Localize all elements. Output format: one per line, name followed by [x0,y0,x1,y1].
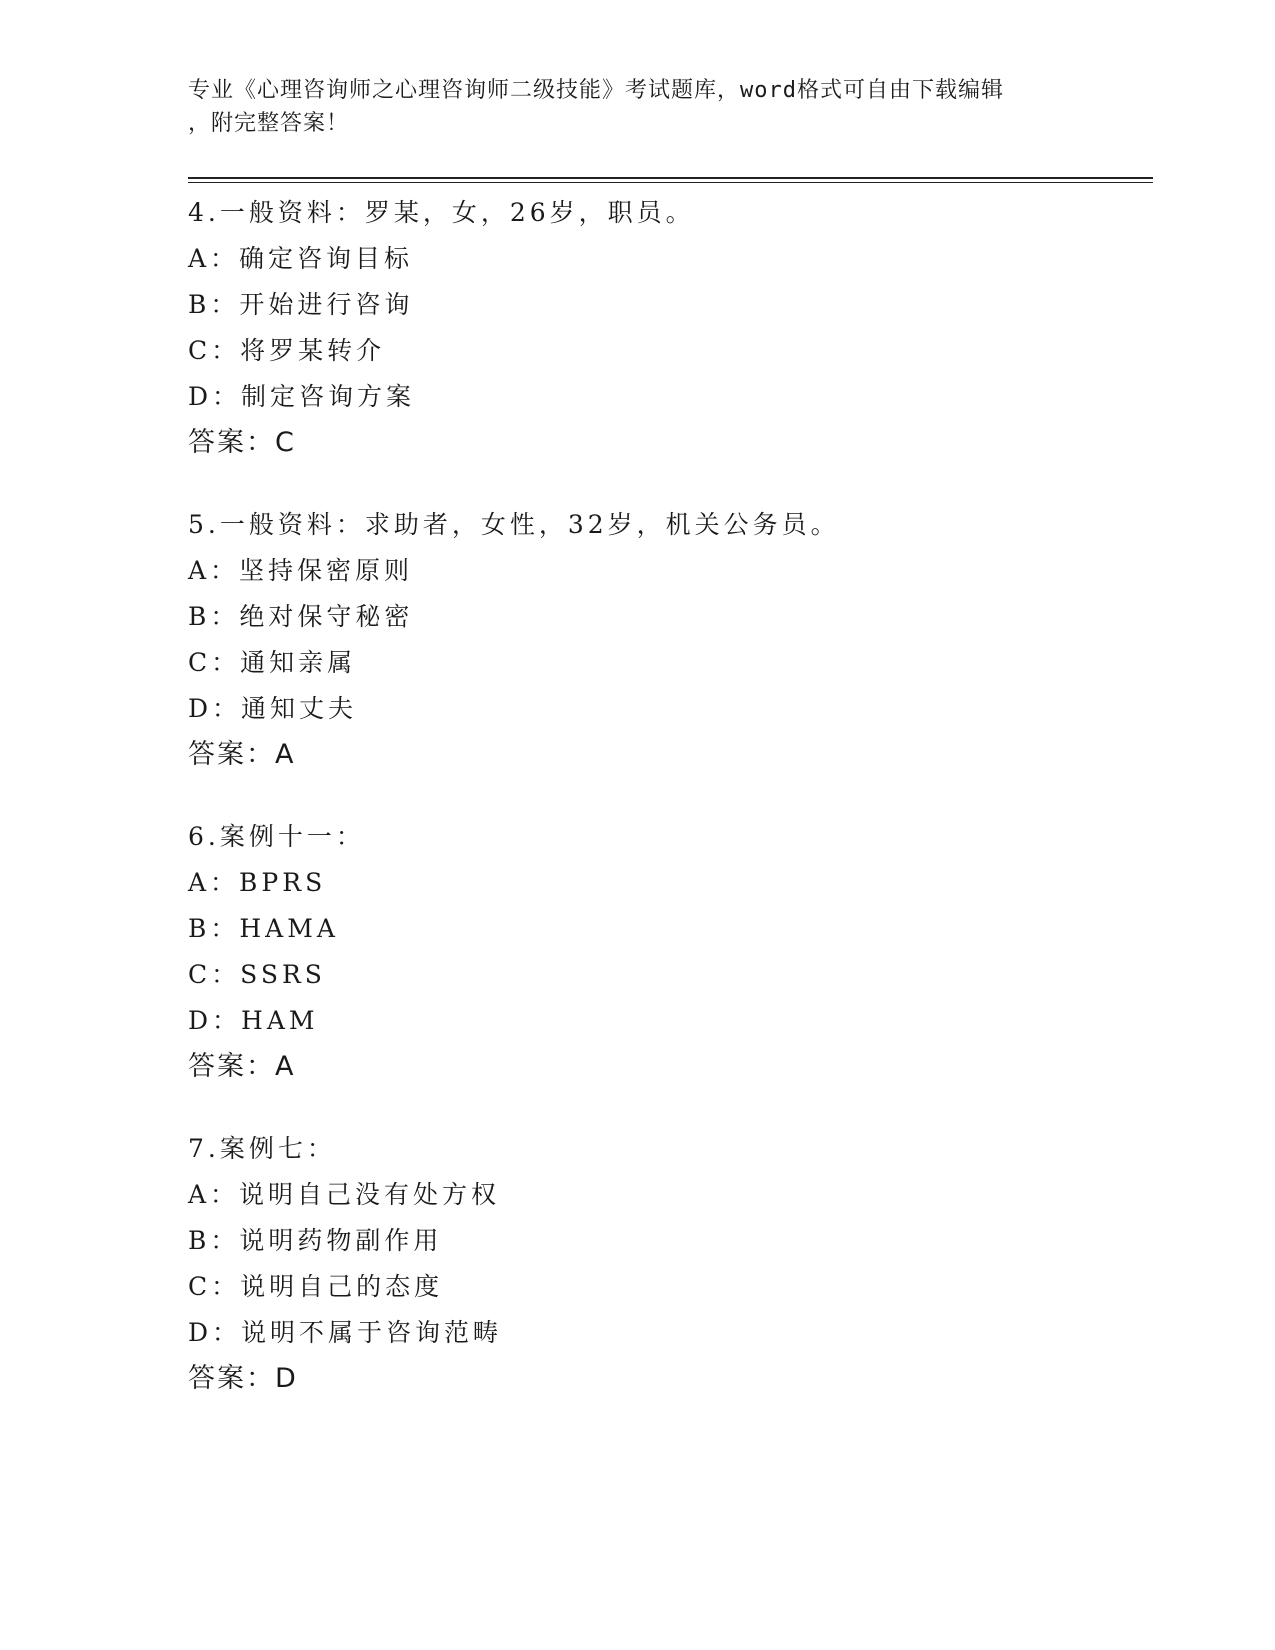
question-stem: 6.案例十一： [188,822,365,851]
answer-text: 答案：A [188,1051,296,1082]
answer-text: 答案：D [188,1363,298,1394]
option-c: C：通知亲属 [188,648,357,677]
option-b: B：说明药物副作用 [188,1226,443,1255]
header-line-1: 专业《心理咨询师之心理咨询师二级技能》考试题库，word格式可自由下载编辑 [188,78,1004,103]
header-divider-thin [188,182,1153,183]
option-b: B：开始进行咨询 [188,290,414,319]
question-5 [188,502,1148,778]
question-stem: 4.一般资料：罗某，女，26岁，职员。 [188,198,695,227]
header-divider-thick [188,177,1153,179]
question-stem: 7.案例七： [188,1134,336,1163]
question-list [188,190,1148,1438]
option-c: C：SSRS [188,960,326,989]
option-a: A：确定咨询目标 [188,244,414,273]
header-line-2: ，附完整答案！ [188,111,350,136]
option-a: A：BPRS [188,868,327,897]
option-b: B：绝对保守秘密 [188,602,414,631]
option-d: D：制定咨询方案 [188,382,416,411]
option-c: C：将罗某转介 [188,336,386,365]
option-a: A：坚持保密原则 [188,556,414,585]
question-7 [188,1126,1148,1402]
document-header [188,74,1088,140]
option-c: C：说明自己的态度 [188,1272,444,1301]
question-4 [188,190,1148,466]
option-d: D：通知丈夫 [188,694,358,723]
option-b: B：HAMA [188,914,339,943]
answer-text: 答案：A [188,739,296,770]
answer-text: 答案：C [188,427,296,458]
option-d: D：说明不属于咨询范畴 [188,1318,503,1347]
option-d: D：HAM [188,1006,319,1035]
question-stem: 5.一般资料：求助者，女性，32岁，机关公务员。 [188,510,840,539]
option-a: A：说明自己没有处方权 [188,1180,501,1209]
question-6 [188,814,1148,1090]
